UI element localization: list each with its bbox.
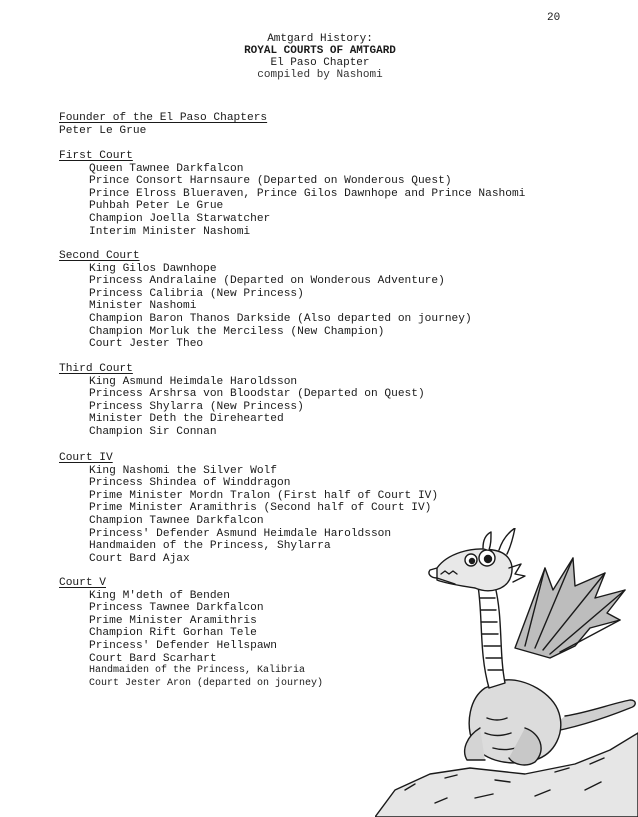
list-item: Prince Consort Harnsaure (Departed on Wonderous Quest) — [89, 175, 452, 188]
list-item: Prime Minister Mordn Tralon (First half of Court IV) — [89, 489, 439, 502]
list-item: Princess Shindea of Winddragon — [89, 477, 291, 490]
list-item: Minister Nashomi — [89, 300, 197, 313]
list-item: Champion Joella Starwatcher — [89, 212, 271, 225]
list-item: Queen Tawnee Darkfalcon — [89, 162, 244, 175]
list-item: King Nashomi the Silver Wolf — [89, 464, 277, 477]
list-item: Princess Calibria (New Princess) — [89, 287, 304, 300]
list-item: Princess' Defender Asmund Heimdale Haroldsson — [89, 527, 392, 540]
list-item: Puhbah Peter Le Grue — [89, 200, 224, 213]
document-header — [0, 33, 638, 81]
list-item: Court Bard Ajax — [89, 552, 190, 565]
page-number: 20 — [547, 12, 561, 24]
list-item: Court Jester Aron (departed on journey) — [89, 677, 324, 689]
list-item: Minister Deth the Direhearted — [89, 413, 284, 426]
list-item: Princess Shylarra (New Princess) — [89, 400, 304, 413]
list-item: Princess Andralaine (Departed on Wonderous Adventure) — [89, 275, 445, 288]
list-item: King M'deth of Benden — [89, 589, 230, 602]
chapter-name: El Paso Chapter — [270, 57, 370, 69]
section-heading: Court IV — [59, 452, 113, 464]
dragon-icon — [375, 528, 638, 817]
section-founder — [59, 112, 267, 137]
section-heading: First Court — [59, 150, 133, 162]
list-item: Prime Minister Aramithris — [89, 614, 257, 627]
list-item: Court Bard Scarhart — [89, 652, 217, 665]
list-item: Princess Arshrsa von Bloodstar (Departed on Quest) — [89, 388, 425, 401]
section-heading: Founder of the El Paso Chapters — [59, 112, 268, 124]
list-item: Handmaiden of the Princess, Shylarra — [89, 540, 331, 553]
list-item: Prince Elross Blueraven, Prince Gilos Dawnhope and Prince Nashomi — [89, 187, 526, 200]
list-item: Peter Le Grue — [59, 124, 147, 137]
list-item: King Asmund Heimdale Haroldsson — [89, 375, 298, 388]
list-item: Princess' Defender Hellspawn — [89, 639, 277, 652]
section-heading: Court V — [59, 577, 106, 589]
list-item: Prime Minister Aramithris (Second half of Court IV) — [89, 502, 432, 515]
section-heading: Third Court — [59, 363, 133, 375]
document-title: ROYAL COURTS OF AMTGARD — [244, 45, 396, 57]
list-item: Handmaiden of the Princess, Kalibria — [89, 665, 306, 677]
section-heading: Second Court — [59, 250, 140, 262]
section-third-court — [59, 363, 425, 439]
list-item: Interim Minister Nashomi — [89, 225, 251, 238]
section-first-court — [59, 150, 525, 238]
list-item: Court Jester Theo — [89, 338, 204, 351]
list-item: Princess Tawnee Darkfalcon — [89, 602, 264, 615]
compiled-by: compiled by Nashomi — [257, 69, 383, 81]
section-second-court — [59, 250, 472, 351]
list-item: Champion Rift Gorhan Tele — [89, 627, 257, 640]
list-item: Champion Sir Connan — [89, 425, 217, 438]
list-item: Champion Morluk the Merciless (New Champion) — [89, 325, 385, 338]
header-line: Amtgard History: — [267, 33, 373, 45]
section-court-v — [59, 577, 323, 690]
list-item: Champion Tawnee Darkfalcon — [89, 514, 264, 527]
list-item: King Gilos Dawnhope — [89, 262, 217, 275]
list-item: Champion Baron Thanos Darkside (Also departed on journey) — [89, 312, 472, 325]
